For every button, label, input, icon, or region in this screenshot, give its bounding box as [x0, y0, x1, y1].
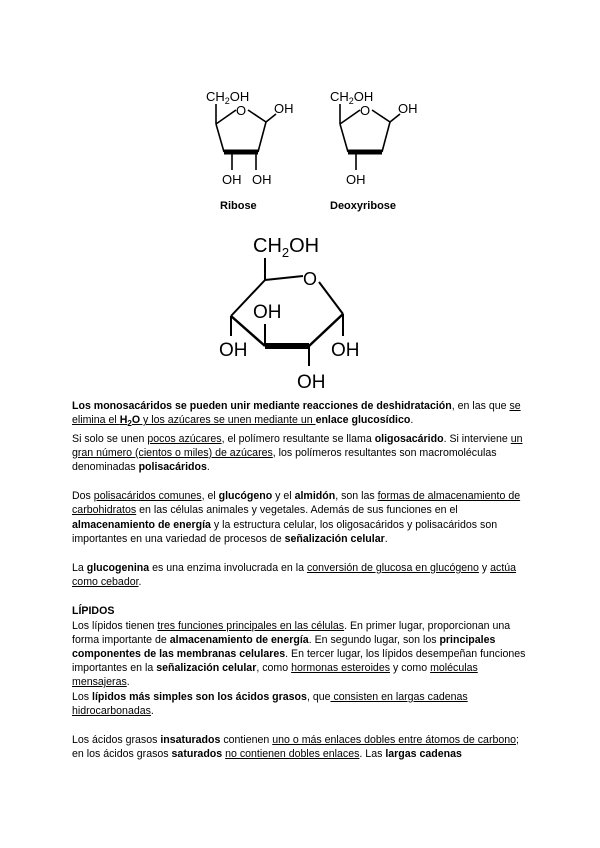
paragraph-fatty-acids: Los lípidos más simples son los ácidos grasos, que consisten en largas cadenas hidrocarbonadas.: [72, 690, 468, 717]
deoxyribose-caption: Deoxyribose: [330, 200, 397, 212]
ribose-structure: [196, 86, 306, 216]
ribose-right-oh: OH: [274, 101, 294, 116]
glucose-ch2oh-label: $CH_2OH$: [253, 235, 320, 260]
ribose-bottom-right-oh: OH: [252, 172, 272, 187]
glucose-ring-oxygen: O: [303, 269, 318, 289]
ribose-ch2oh-label: $CH_2OH$: [206, 89, 250, 106]
paragraph-monosaccharides: Los monosacáridos se pueden unir mediante reacciones de deshidratación, en las que se elimina el $H_2O$ y los azúcares se unen mediante un enlace glucosídico.: [72, 400, 521, 429]
section-heading-lipidos: LÍPIDOS: [72, 605, 115, 618]
paragraph-saturated-unsaturated: Los ácidos grasos insaturados contienen uno o más enlaces dobles entre átomos de carbono; en los ácidos grasos saturados no contienen dobles enlaces. Las largas cadenas: [72, 733, 519, 761]
deoxyribose-right-oh: OH: [398, 101, 418, 116]
deoxyribose-ch2oh-label: $CH_2OH$: [330, 89, 374, 106]
deoxyribose-ring-oxygen: O: [360, 103, 371, 118]
deoxyribose-bottom-oh: OH: [346, 172, 366, 187]
document-body: [72, 399, 532, 761]
deoxyribose-structure: [320, 86, 430, 216]
glucose-right-oh: OH: [331, 340, 360, 361]
paragraph-glycogenin: La glucogenina es una enzima involucrada en la conversión de glucosa en glucógeno y actúa como cebador.: [72, 561, 517, 589]
glucose-bottom-oh: OH: [297, 372, 326, 393]
paragraph-oligosaccharides: Si solo se unen pocos azúcares, el polímero resultante se llama oligosacárido. Si interviene un gran número (cientos o miles) de azúcares, los polímeros resultantes son macromoléculas denominadas polisacáridos.: [72, 432, 523, 473]
glucose-structure: [215, 228, 375, 396]
paragraph-lipid-functions: Los lípidos tienen tres funciones principales en las células. En primer lugar, proporcionan una forma importante de almacenamiento de energía. En segundo lugar, son los principales componentes de las membranas celulares. En tercer lugar, los lípidos desempeñan funciones importantes en la señalización celular, como hormonas esteroides y como moléculas mensajeras.: [72, 619, 526, 689]
ribose-bottom-left-oh: OH: [222, 172, 242, 187]
ribose-caption: Ribose: [220, 200, 257, 212]
glucose-inner-oh: OH: [253, 302, 282, 323]
glucose-left-oh: OH: [219, 340, 248, 361]
paragraph-polysaccharides: Dos polisacáridos comunes, el glucógeno y el almidón, son las formas de almacenamiento de carbohidratos en las células animales y vegetales. Además de sus funciones en el almacenamiento de energía y la estructura celular, los oligosacáridos y polisacáridos son importantes en una variedad de procesos de señalización celular.: [72, 490, 521, 545]
ribose-ring-oxygen: O: [236, 103, 247, 118]
